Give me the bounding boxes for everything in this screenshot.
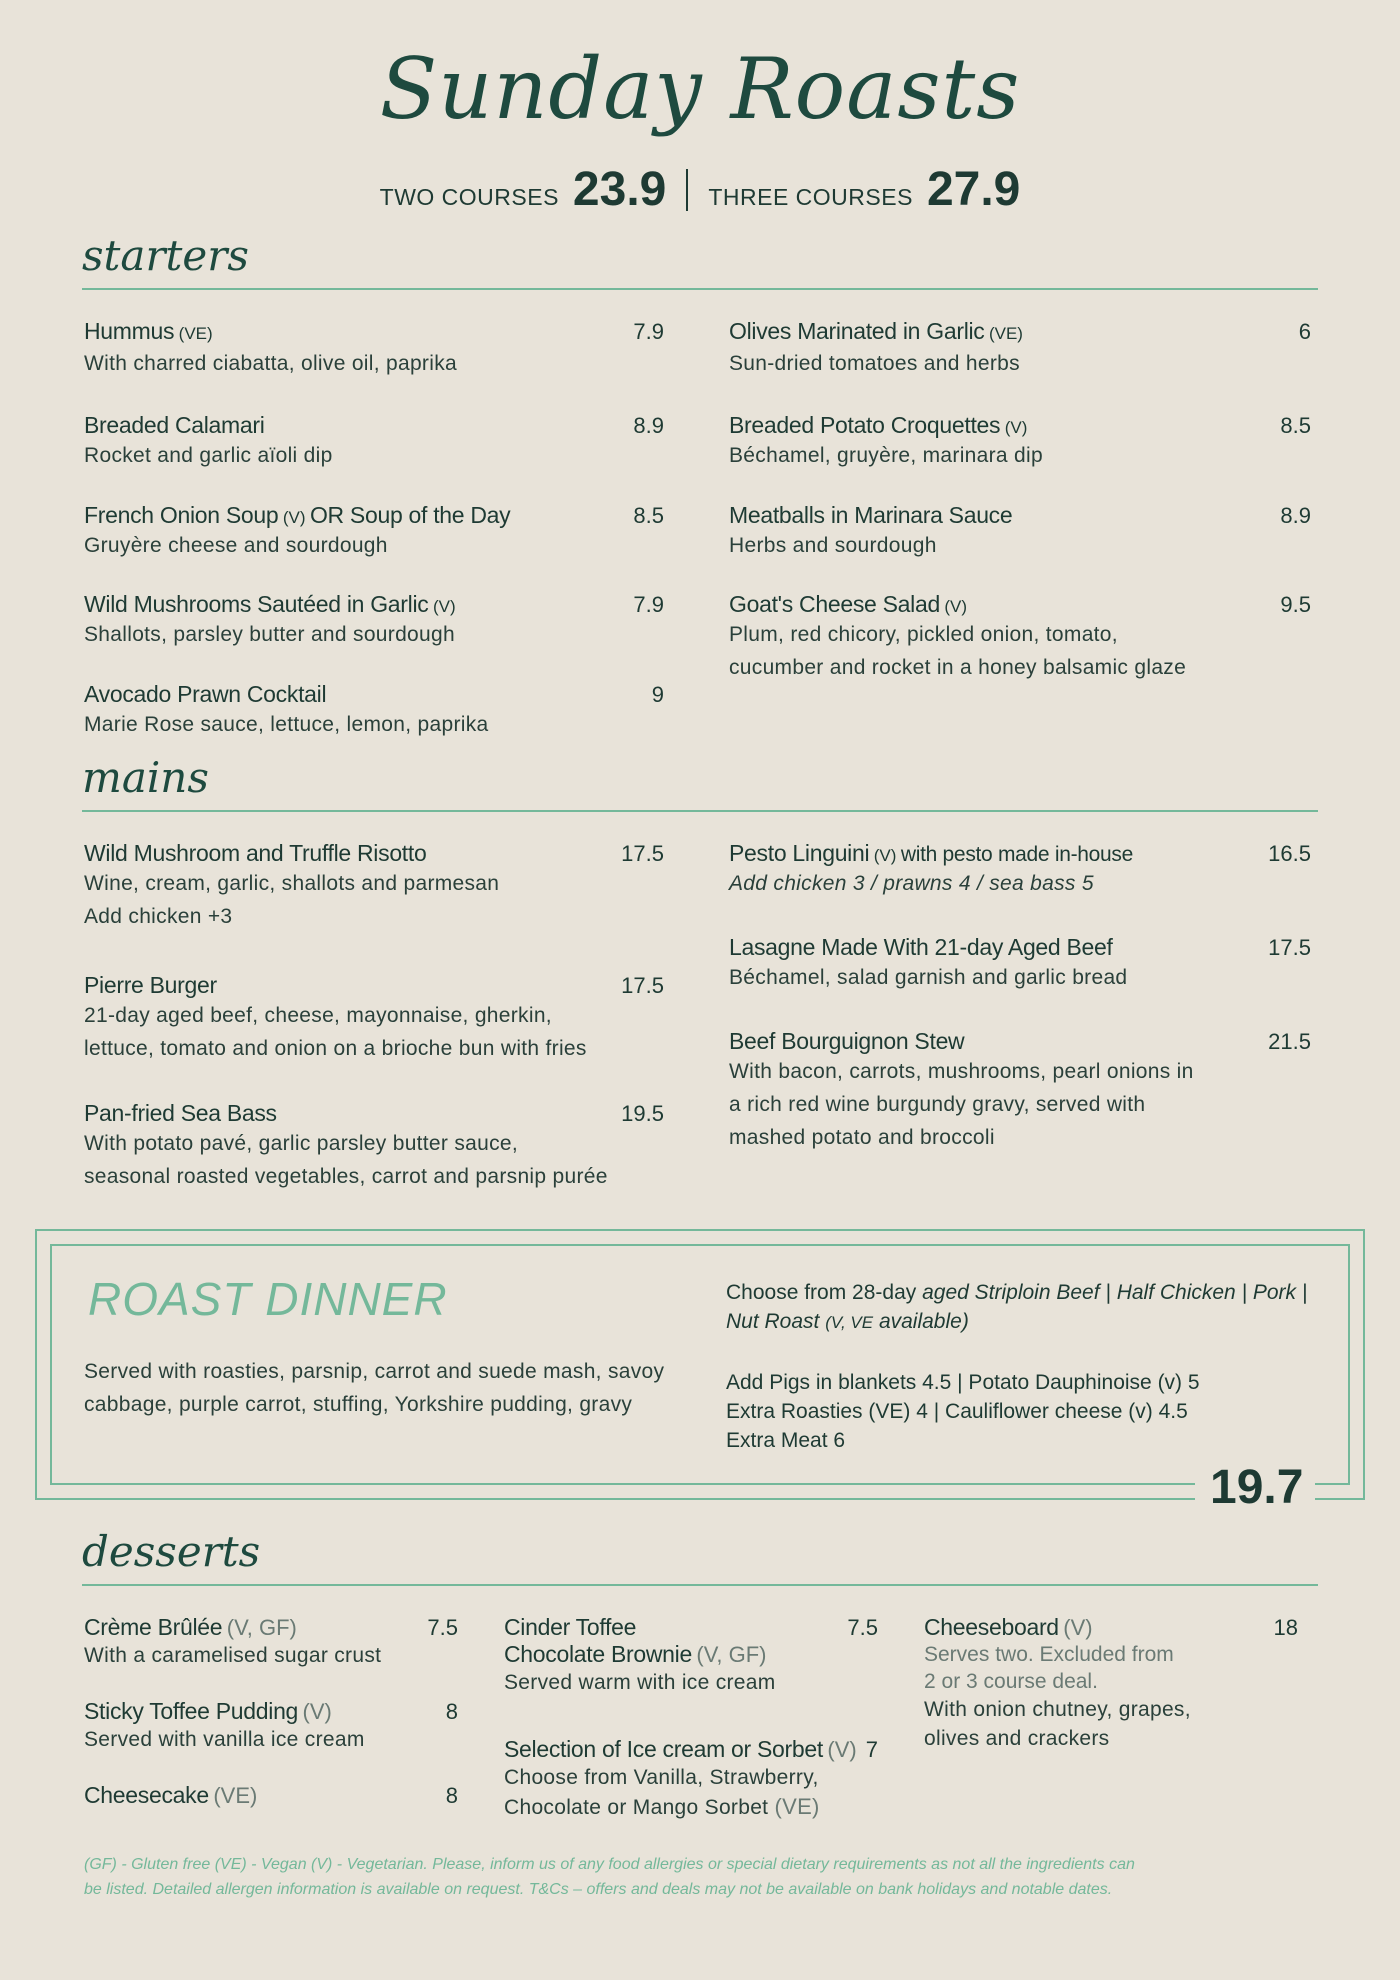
item-price: 8.5 [1280, 413, 1311, 438]
item-name: Cinder Toffee [504, 1614, 637, 1640]
item-price: 6 [1298, 319, 1311, 344]
item-desc: With potato pavé, garlic parsley butter sauce, [84, 1132, 519, 1155]
item-name: French Onion Soup [84, 502, 279, 528]
roast-desc: Served with roasties, parsnip, carrot and suede mash, savoy cabbage, purple carrot, stuffing, Yorkshire pudding, gravy [84, 1360, 665, 1416]
item-tag: (V) [282, 508, 306, 527]
two-courses-label: TWO COURSES [379, 184, 559, 210]
item-desc: seasonal roasted vegetables, carrot and parsnip purée [84, 1165, 608, 1188]
item-desc: With charred ciabatta, olive oil, paprika [84, 352, 457, 375]
roast-price: 19.7 [1210, 1461, 1304, 1514]
item-desc: olives and crackers [924, 1727, 1110, 1750]
roast-title: ROAST DINNER [88, 1273, 448, 1325]
page-title: Sunday Roasts [379, 40, 1021, 138]
item-price: 8.9 [633, 413, 664, 438]
item-price: 7.9 [633, 319, 664, 344]
item-desc: Wine, cream, garlic, shallots and parmesan [84, 872, 500, 895]
item-price: 18 [1273, 1615, 1298, 1640]
item-price: 7.5 [847, 1615, 878, 1640]
item-desc: mashed potato and broccoli [729, 1126, 995, 1149]
item-tag: (V, GF) [226, 1615, 297, 1640]
roast-extras [726, 1368, 1326, 1455]
menu-item [84, 840, 664, 933]
menu-item [729, 1028, 1311, 1154]
item-name: Goat's Cheese Salad [729, 591, 940, 617]
item-tag: (V) [302, 1699, 332, 1724]
item-tag: (VE) [988, 324, 1023, 343]
menu-item [504, 1736, 878, 1822]
item-name: Cheesecake [84, 1782, 209, 1808]
pricing-divider [686, 169, 688, 211]
item-price: 16.5 [1268, 841, 1311, 866]
item-desc: With a caramelised sugar crust [84, 1644, 382, 1667]
item-tag: (V) [1004, 418, 1028, 437]
three-courses-label: THREE COURSES [708, 184, 913, 210]
item-desc: Chocolate or Mango Sorbet [504, 1796, 769, 1819]
item-desc: Served with vanilla ice cream [84, 1728, 365, 1751]
item-tag: (V) [1063, 1615, 1093, 1640]
menu-item [84, 1614, 458, 1670]
item-desc: Sun-dried tomatoes and herbs [729, 352, 1020, 375]
item-price: 8.5 [633, 503, 664, 528]
item-name: Meatballs in Marinara Sauce [729, 502, 1013, 528]
item-tag: (VE) [178, 324, 213, 343]
item-tag: (VE) [213, 1783, 258, 1808]
item-price: 21.5 [1268, 1029, 1311, 1054]
item-price: 7.9 [633, 592, 664, 617]
item-price: 9 [651, 682, 664, 707]
item-name: Sticky Toffee Pudding [84, 1698, 299, 1724]
item-name: Selection of Ice cream or Sorbet [504, 1736, 823, 1762]
allergen-footer [84, 1852, 1324, 1902]
item-desc: lettuce, tomato and onion on a brioche bun with fries [84, 1037, 587, 1060]
starters-heading: starters [82, 232, 1318, 290]
roast-choose-options: aged Striploin Beef | Half Chicken | Pork | Nut Roast [726, 1281, 1308, 1333]
menu-item [729, 591, 1311, 684]
item-price: 7 [865, 1737, 878, 1762]
menu-item [729, 840, 1311, 900]
item-price: 17.5 [621, 973, 664, 998]
item-tag: (VE) [774, 1794, 820, 1819]
item-price: 8 [445, 1699, 458, 1724]
item-price: 8 [445, 1783, 458, 1808]
roast-extras-line: Add Pigs in blankets 4.5 | Potato Dauphinoise (v) 5 [726, 1371, 1200, 1394]
item-desc: Choose from Vanilla, Strawberry, [504, 1766, 819, 1789]
item-name: Avocado Prawn Cocktail [84, 681, 327, 707]
item-name: Crème Brûlée [84, 1614, 223, 1640]
item-desc: cucumber and rocket in a honey balsamic glaze [729, 656, 1187, 679]
two-courses-price: 23.9 [572, 163, 667, 216]
item-name: Breaded Potato Croquettes [729, 412, 1001, 438]
menu-item [504, 1614, 878, 1697]
item-tag: (V) [944, 597, 968, 616]
item-name: Beef Bourguignon Stew [729, 1028, 965, 1054]
menu-item [84, 1100, 664, 1193]
item-desc: Gruyère cheese and sourdough [84, 534, 388, 557]
item-name: Pesto Linguini [729, 840, 870, 866]
roast-extras-line: Extra Meat 6 [726, 1429, 846, 1452]
item-desc: Add chicken 3 / prawns 4 / sea bass 5 [729, 872, 1094, 895]
item-name: Breaded Calamari [84, 412, 265, 438]
item-price: 7.5 [427, 1615, 458, 1640]
menu-item [84, 318, 664, 380]
item-name: Pierre Burger [84, 972, 217, 998]
menu-item [84, 1782, 458, 1809]
roast-extras-line: Extra Roasties (VE) 4 | Cauliflower cheese (v) 4.5 [726, 1400, 1188, 1423]
desserts-heading: desserts [82, 1528, 1318, 1586]
mains-heading: mains [82, 754, 1318, 812]
item-price: 17.5 [1268, 935, 1311, 960]
roast-choose-prefix: Choose from 28-day [726, 1281, 917, 1304]
menu-item [84, 412, 664, 472]
menu-item [84, 591, 664, 651]
item-name-2: Chocolate Brownie [504, 1641, 692, 1667]
item-desc: With bacon, carrots, mushrooms, pearl onions in [729, 1060, 1194, 1083]
item-extra: with pesto made in-house [900, 843, 1133, 866]
item-price: 8.9 [1280, 503, 1311, 528]
item-name: Lasagne Made With 21-day Aged Beef [729, 934, 1113, 960]
item-note: Serves two. Excluded from [924, 1643, 1174, 1666]
item-price: 19.5 [621, 1101, 664, 1126]
item-name: Cheeseboard [924, 1614, 1059, 1640]
item-name: Wild Mushroom and Truffle Risotto [84, 840, 427, 866]
item-name: Hummus [84, 318, 175, 344]
item-price: 9.5 [1280, 592, 1311, 617]
item-tag: (V) [432, 597, 456, 616]
roast-choose-tag: (V, VE [825, 1313, 874, 1332]
menu-item [729, 412, 1311, 472]
item-desc: Plum, red chicory, pickled onion, tomato, [729, 623, 1118, 646]
menu-item [84, 972, 664, 1065]
menu-item [729, 318, 1311, 380]
item-desc: Béchamel, gruyère, marinara dip [729, 444, 1043, 467]
footer-line: (GF) - Gluten free (VE) - Vegan (V) - Vegetarian. Please, inform us of any food allergies or special dietary requirements as not all the ingredients can [84, 1856, 1135, 1873]
item-desc: Shallots, parsley butter and sourdough [84, 623, 455, 646]
item-price: 17.5 [621, 841, 664, 866]
roast-choose-suffix: available) [878, 1310, 969, 1333]
menu-item [84, 502, 664, 562]
menu-item [729, 934, 1311, 994]
roast-choices [726, 1278, 1326, 1337]
footer-line: be listed. Detailed allergen information is available on request. T&Cs – offers and deals may not be available on bank holidays and notable dates. [84, 1881, 1113, 1898]
item-desc: Herbs and sourdough [729, 534, 937, 557]
course-pricing [0, 162, 1400, 217]
item-desc: With onion chutney, grapes, [924, 1698, 1191, 1721]
menu-item [924, 1614, 1298, 1753]
item-name: Wild Mushrooms Sautéed in Garlic [84, 591, 429, 617]
item-desc: Béchamel, salad garnish and garlic bread [729, 966, 1128, 989]
menu-item [729, 502, 1311, 562]
item-tag: (V) [827, 1737, 857, 1762]
item-desc: a rich red wine burgundy gravy, served with [729, 1093, 1146, 1116]
item-desc: Served warm with ice cream [504, 1671, 776, 1694]
three-courses-price: 27.9 [926, 163, 1021, 216]
item-tag: (V) [873, 846, 897, 865]
item-tag: (V, GF) [696, 1642, 767, 1667]
item-note: Add chicken +3 [84, 905, 233, 928]
item-name: Olives Marinated in Garlic [729, 318, 985, 344]
item-extra: OR Soup of the Day [309, 502, 511, 528]
item-desc: Rocket and garlic aïoli dip [84, 444, 333, 467]
menu-item [84, 681, 664, 741]
menu-item [84, 1698, 458, 1754]
item-desc: Marie Rose sauce, lettuce, lemon, paprika [84, 713, 489, 736]
item-desc: 21-day aged beef, cheese, mayonnaise, gherkin, [84, 1004, 552, 1027]
item-name: Pan-fried Sea Bass [84, 1100, 277, 1126]
item-note: 2 or 3 course deal. [924, 1670, 1098, 1693]
